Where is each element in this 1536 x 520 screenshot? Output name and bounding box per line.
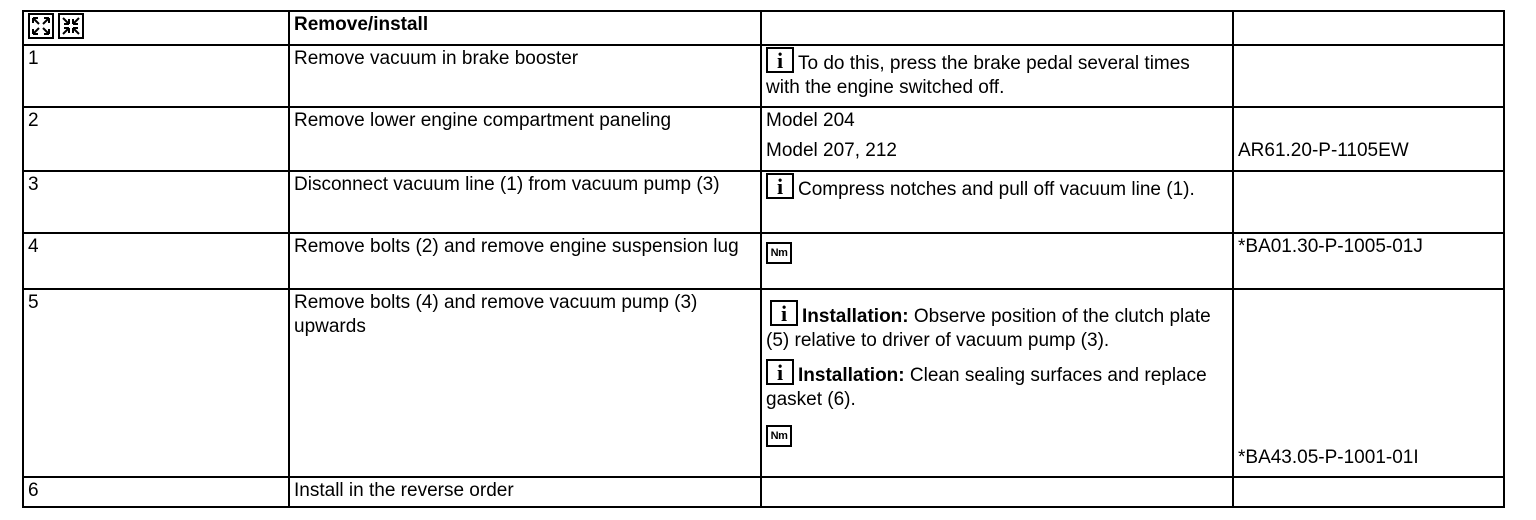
step-action: Install in the reverse order bbox=[289, 477, 761, 507]
model-label: Model 207, 212 bbox=[766, 140, 897, 161]
torque-icon[interactable]: Nm bbox=[766, 242, 792, 264]
step-reference bbox=[1233, 171, 1504, 233]
header-title: Remove/install bbox=[289, 11, 761, 45]
step-reference[interactable]: *BA43.05-P-1001-01I bbox=[1238, 447, 1419, 468]
step-note-cell bbox=[761, 289, 1233, 477]
step-action: Remove vacuum in brake booster bbox=[289, 45, 761, 107]
table-row bbox=[23, 477, 1504, 507]
info-icon bbox=[770, 300, 798, 326]
table-row bbox=[23, 45, 1504, 107]
collapse-all-icon[interactable] bbox=[58, 13, 84, 39]
header-icons-cell bbox=[23, 11, 289, 45]
table-row bbox=[23, 107, 1504, 171]
header-empty-cell bbox=[1233, 11, 1504, 45]
header-empty-cell bbox=[761, 11, 1233, 45]
step-action: Remove lower engine compartment paneling bbox=[289, 107, 761, 171]
step-reference bbox=[1233, 45, 1504, 107]
expand-all-icon[interactable] bbox=[28, 13, 54, 39]
step-note-cell bbox=[761, 45, 1233, 107]
step-number: 2 bbox=[23, 107, 289, 171]
installation-note bbox=[766, 359, 1228, 412]
step-action: Disconnect vacuum line (1) from vacuum pump (3) bbox=[289, 171, 761, 233]
step-note-cell bbox=[761, 107, 1233, 171]
info-icon bbox=[766, 359, 794, 385]
step-action: Remove bolts (2) and remove engine suspension lug bbox=[289, 233, 761, 289]
step-reference-cell bbox=[1233, 107, 1504, 171]
installation-label: Installation: bbox=[802, 306, 909, 327]
step-note-cell bbox=[761, 171, 1233, 233]
step-number: 4 bbox=[23, 233, 289, 289]
model-label: Model 204 bbox=[766, 110, 855, 131]
step-note: Observe position of the clutch plate (5) relative to driver of vacuum pump (3). bbox=[766, 306, 1211, 351]
info-icon bbox=[766, 47, 794, 73]
step-note: Clean sealing surfaces and replace gasket (6). bbox=[766, 365, 1207, 410]
installation-note bbox=[766, 300, 1228, 353]
step-note-cell bbox=[761, 233, 1233, 289]
step-number: 1 bbox=[23, 45, 289, 107]
step-reference[interactable]: AR61.20-P-1105EW bbox=[1238, 140, 1409, 161]
installation-label: Installation: bbox=[798, 365, 905, 386]
step-reference[interactable]: *BA01.30-P-1005-01J bbox=[1233, 233, 1504, 289]
table-row bbox=[23, 171, 1504, 233]
empty-cell bbox=[761, 477, 1233, 507]
empty-cell bbox=[1233, 477, 1504, 507]
torque-icon[interactable]: Nm bbox=[766, 425, 792, 447]
info-icon bbox=[766, 173, 794, 199]
torque-line bbox=[766, 418, 1228, 447]
step-number: 6 bbox=[23, 477, 289, 507]
table-header-row bbox=[23, 11, 1504, 45]
step-note: Compress notches and pull off vacuum line (1). bbox=[798, 179, 1195, 200]
step-action: Remove bolts (4) and remove vacuum pump (3) upwards bbox=[289, 289, 761, 477]
step-note: To do this, press the brake pedal several times with the engine switched off. bbox=[766, 53, 1190, 98]
step-number: 5 bbox=[23, 289, 289, 477]
step-number: 3 bbox=[23, 171, 289, 233]
table-row bbox=[23, 289, 1504, 477]
table-row bbox=[23, 233, 1504, 289]
procedure-table bbox=[22, 10, 1505, 508]
step-reference-cell bbox=[1233, 289, 1504, 477]
